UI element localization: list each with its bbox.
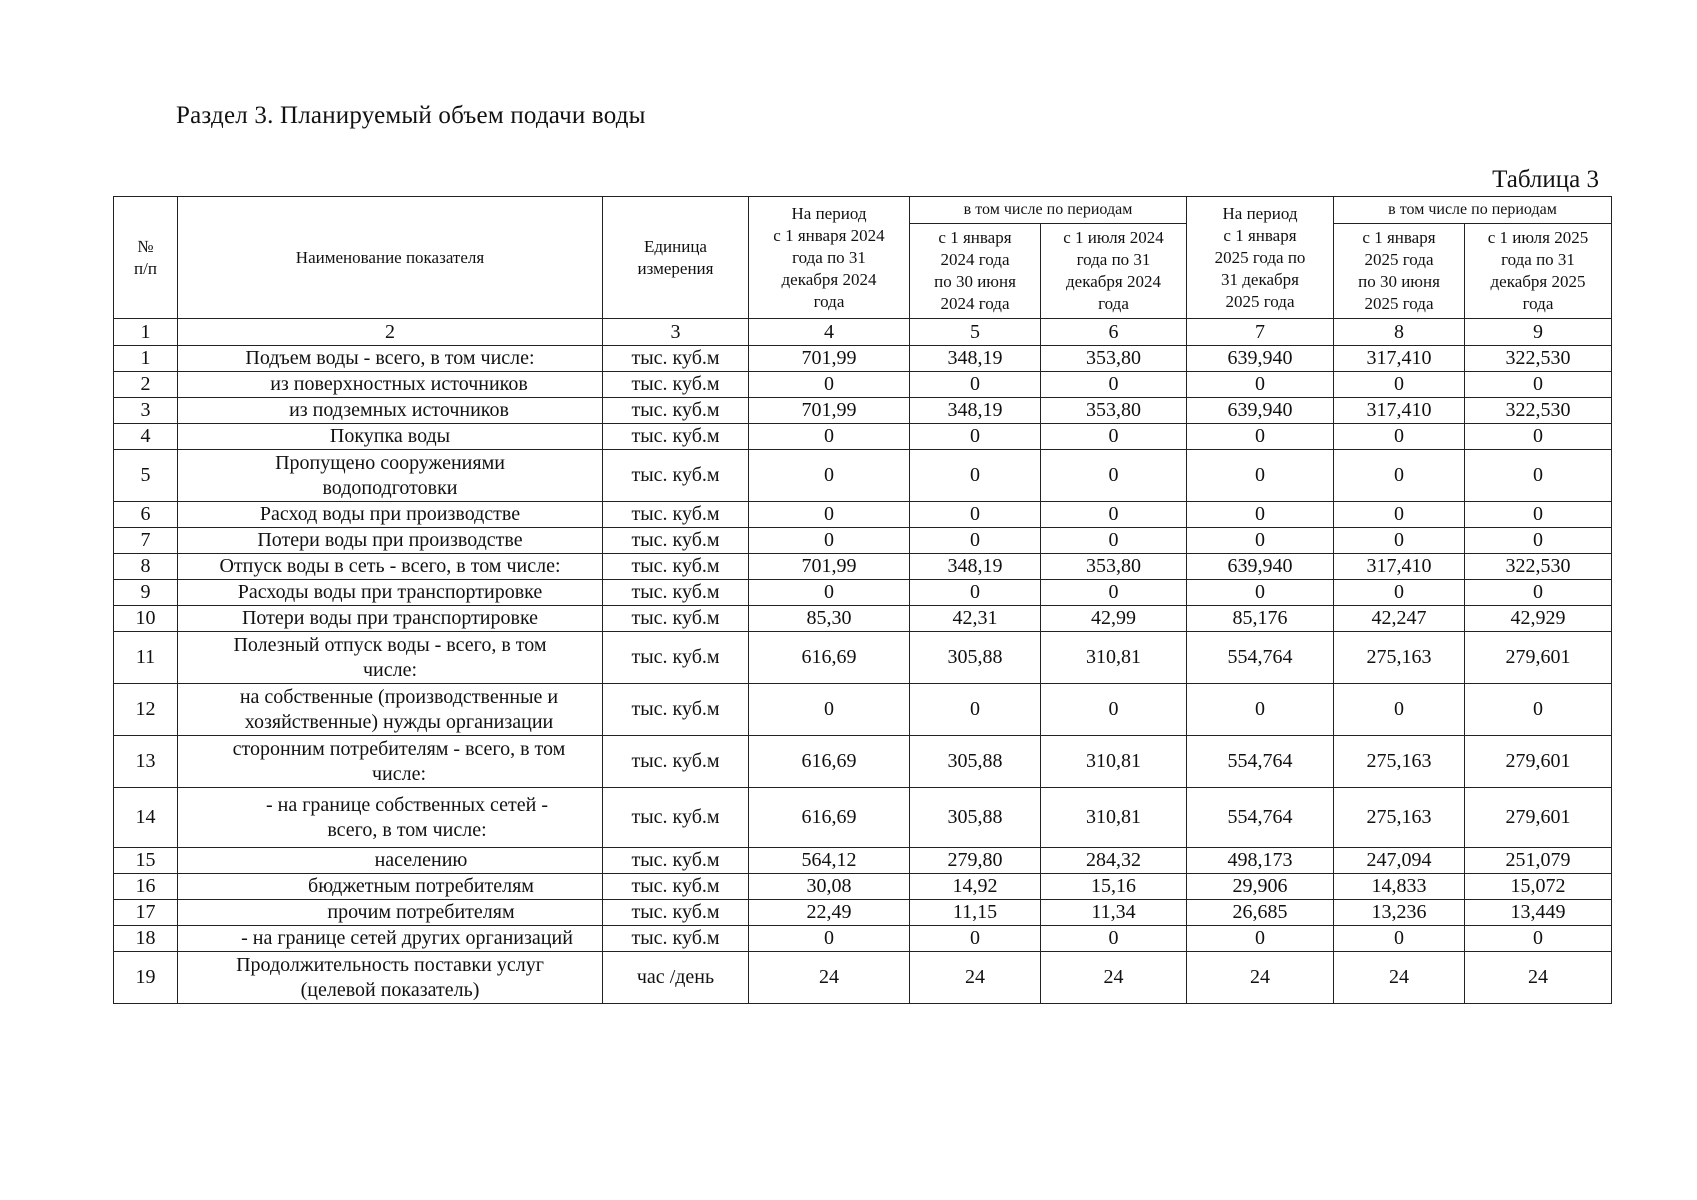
row-unit: тыс. куб.м xyxy=(603,848,749,874)
row-unit: тыс. куб.м xyxy=(603,580,749,606)
row-number: 4 xyxy=(114,424,178,450)
row-number: 5 xyxy=(114,450,178,502)
row-value: 639,940 xyxy=(1187,346,1334,372)
table-row xyxy=(114,952,1612,1004)
table-row xyxy=(114,926,1612,952)
row-number: 18 xyxy=(114,926,178,952)
row-unit: тыс. куб.м xyxy=(603,736,749,788)
row-number: 16 xyxy=(114,874,178,900)
row-value: 279,601 xyxy=(1465,736,1612,788)
row-value: 322,530 xyxy=(1465,554,1612,580)
row-value: 24 xyxy=(1187,952,1334,1004)
row-value: 0 xyxy=(749,684,910,736)
row-indicator-name: - на границе сетей других организаций xyxy=(178,926,603,952)
row-value: 11,34 xyxy=(1041,900,1187,926)
row-unit: тыс. куб.м xyxy=(603,606,749,632)
row-number: 9 xyxy=(114,580,178,606)
row-value: 317,410 xyxy=(1334,346,1465,372)
row-value: 42,929 xyxy=(1465,606,1612,632)
row-value: 317,410 xyxy=(1334,554,1465,580)
header-h2-2024: с 1 июля 2024 года по 31 декабря 2024 года xyxy=(1041,224,1187,319)
row-value: 26,685 xyxy=(1187,900,1334,926)
table-row xyxy=(114,528,1612,554)
row-value: 0 xyxy=(749,926,910,952)
row-value: 0 xyxy=(1041,528,1187,554)
row-value: 22,49 xyxy=(749,900,910,926)
header-subperiods-2025: в том числе по периодам xyxy=(1334,197,1612,224)
row-indicator-name: прочим потребителям xyxy=(178,900,603,926)
row-value: 0 xyxy=(1334,450,1465,502)
row-value: 0 xyxy=(1334,372,1465,398)
row-value: 15,16 xyxy=(1041,874,1187,900)
row-value: 0 xyxy=(1187,926,1334,952)
row-value: 616,69 xyxy=(749,788,910,848)
row-value: 564,12 xyxy=(749,848,910,874)
header-h2-2025: с 1 июля 2025 года по 31 декабря 2025 года xyxy=(1465,224,1612,319)
row-unit: тыс. куб.м xyxy=(603,788,749,848)
row-number: 6 xyxy=(114,502,178,528)
row-value: 13,236 xyxy=(1334,900,1465,926)
row-value: 42,99 xyxy=(1041,606,1187,632)
row-value: 279,601 xyxy=(1465,632,1612,684)
row-unit: тыс. куб.м xyxy=(603,372,749,398)
row-value: 15,072 xyxy=(1465,874,1612,900)
row-value: 701,99 xyxy=(749,398,910,424)
table-body xyxy=(114,346,1612,1004)
row-unit: тыс. куб.м xyxy=(603,424,749,450)
row-value: 322,530 xyxy=(1465,346,1612,372)
row-value: 0 xyxy=(910,684,1041,736)
row-number: 11 xyxy=(114,632,178,684)
column-number: 1 xyxy=(114,319,178,346)
table-caption: Таблица 3 xyxy=(1492,166,1599,193)
row-indicator-name: Покупка воды xyxy=(178,424,603,450)
table-row xyxy=(114,632,1612,684)
column-number: 8 xyxy=(1334,319,1465,346)
row-value: 0 xyxy=(1187,424,1334,450)
column-number: 9 xyxy=(1465,319,1612,346)
row-value: 0 xyxy=(1465,528,1612,554)
column-number: 4 xyxy=(749,319,910,346)
row-value: 317,410 xyxy=(1334,398,1465,424)
row-value: 13,449 xyxy=(1465,900,1612,926)
row-unit: тыс. куб.м xyxy=(603,632,749,684)
row-value: 322,530 xyxy=(1465,398,1612,424)
row-value: 0 xyxy=(1041,580,1187,606)
row-unit: тыс. куб.м xyxy=(603,346,749,372)
row-value: 0 xyxy=(1465,580,1612,606)
row-value: 554,764 xyxy=(1187,632,1334,684)
table-row xyxy=(114,398,1612,424)
row-value: 0 xyxy=(910,926,1041,952)
row-value: 305,88 xyxy=(910,788,1041,848)
row-value: 348,19 xyxy=(910,398,1041,424)
row-value: 42,31 xyxy=(910,606,1041,632)
row-indicator-name: Продолжительность поставки услуг (целевой показатель) xyxy=(178,952,603,1004)
row-value: 639,940 xyxy=(1187,554,1334,580)
table-row xyxy=(114,346,1612,372)
water-supply-table xyxy=(113,196,1612,1004)
row-value: 0 xyxy=(1187,528,1334,554)
row-indicator-name: населению xyxy=(178,848,603,874)
row-value: 0 xyxy=(1334,580,1465,606)
row-value: 85,176 xyxy=(1187,606,1334,632)
row-number: 10 xyxy=(114,606,178,632)
row-unit: час /день xyxy=(603,952,749,1004)
row-value: 0 xyxy=(910,424,1041,450)
table-row xyxy=(114,684,1612,736)
row-value: 24 xyxy=(1465,952,1612,1004)
row-value: 353,80 xyxy=(1041,346,1187,372)
row-value: 0 xyxy=(1465,502,1612,528)
row-value: 29,906 xyxy=(1187,874,1334,900)
row-value: 279,601 xyxy=(1465,788,1612,848)
row-value: 251,079 xyxy=(1465,848,1612,874)
row-value: 0 xyxy=(1041,424,1187,450)
row-value: 30,08 xyxy=(749,874,910,900)
table-row xyxy=(114,848,1612,874)
row-unit: тыс. куб.м xyxy=(603,502,749,528)
row-value: 0 xyxy=(749,580,910,606)
row-value: 305,88 xyxy=(910,632,1041,684)
row-value: 0 xyxy=(910,502,1041,528)
row-value: 0 xyxy=(1187,372,1334,398)
row-value: 0 xyxy=(910,372,1041,398)
header-h1-2025: с 1 января 2025 года по 30 июня 2025 года xyxy=(1334,224,1465,319)
row-value: 14,92 xyxy=(910,874,1041,900)
table-row xyxy=(114,606,1612,632)
row-value: 0 xyxy=(1187,580,1334,606)
row-unit: тыс. куб.м xyxy=(603,554,749,580)
header-subperiods-2024: в том числе по периодам xyxy=(910,197,1187,224)
header-unit: Единица измерения xyxy=(603,197,749,319)
row-value: 701,99 xyxy=(749,346,910,372)
row-number: 13 xyxy=(114,736,178,788)
row-value: 353,80 xyxy=(1041,554,1187,580)
section-title: Раздел 3. Планируемый объем подачи воды xyxy=(176,102,646,129)
row-value: 0 xyxy=(1041,450,1187,502)
row-value: 348,19 xyxy=(910,554,1041,580)
row-value: 0 xyxy=(1187,684,1334,736)
row-value: 0 xyxy=(1334,424,1465,450)
row-value: 42,247 xyxy=(1334,606,1465,632)
row-value: 0 xyxy=(1334,502,1465,528)
column-number: 3 xyxy=(603,319,749,346)
row-value: 0 xyxy=(1041,926,1187,952)
row-indicator-name: на собственные (производственные и хозяйственные) нужды организации xyxy=(178,684,603,736)
table-row xyxy=(114,874,1612,900)
row-value: 284,32 xyxy=(1041,848,1187,874)
table-row xyxy=(114,900,1612,926)
row-indicator-name: бюджетным потребителям xyxy=(178,874,603,900)
row-number: 8 xyxy=(114,554,178,580)
row-unit: тыс. куб.м xyxy=(603,398,749,424)
row-value: 0 xyxy=(1041,502,1187,528)
header-name: Наименование показателя xyxy=(178,197,603,319)
row-number: 7 xyxy=(114,528,178,554)
row-value: 310,81 xyxy=(1041,736,1187,788)
row-indicator-name: Полезный отпуск воды - всего, в том числе: xyxy=(178,632,603,684)
row-value: 0 xyxy=(1334,684,1465,736)
row-number: 19 xyxy=(114,952,178,1004)
row-value: 0 xyxy=(1187,450,1334,502)
row-number: 2 xyxy=(114,372,178,398)
row-value: 639,940 xyxy=(1187,398,1334,424)
row-indicator-name: Пропущено сооружениями водоподготовки xyxy=(178,450,603,502)
row-value: 616,69 xyxy=(749,632,910,684)
row-number: 3 xyxy=(114,398,178,424)
column-number: 7 xyxy=(1187,319,1334,346)
column-number-row xyxy=(114,319,1612,346)
row-unit: тыс. куб.м xyxy=(603,684,749,736)
row-unit: тыс. куб.м xyxy=(603,874,749,900)
row-value: 24 xyxy=(749,952,910,1004)
row-value: 0 xyxy=(1465,926,1612,952)
row-value: 279,80 xyxy=(910,848,1041,874)
row-value: 24 xyxy=(1041,952,1187,1004)
row-number: 14 xyxy=(114,788,178,848)
row-indicator-name: из подземных источников xyxy=(178,398,603,424)
table-row xyxy=(114,580,1612,606)
row-indicator-name: Расходы воды при транспортировке xyxy=(178,580,603,606)
row-value: 275,163 xyxy=(1334,736,1465,788)
row-number: 17 xyxy=(114,900,178,926)
row-value: 305,88 xyxy=(910,736,1041,788)
row-unit: тыс. куб.м xyxy=(603,528,749,554)
row-value: 0 xyxy=(1187,502,1334,528)
header-num: № п/п xyxy=(114,197,178,319)
row-value: 0 xyxy=(1465,684,1612,736)
row-value: 247,094 xyxy=(1334,848,1465,874)
row-number: 12 xyxy=(114,684,178,736)
row-value: 0 xyxy=(749,502,910,528)
column-number: 5 xyxy=(910,319,1041,346)
table-row xyxy=(114,736,1612,788)
row-value: 0 xyxy=(749,372,910,398)
table-row xyxy=(114,502,1612,528)
row-value: 0 xyxy=(1334,528,1465,554)
row-value: 0 xyxy=(910,528,1041,554)
row-value: 0 xyxy=(1334,926,1465,952)
row-value: 0 xyxy=(749,450,910,502)
row-value: 24 xyxy=(1334,952,1465,1004)
row-unit: тыс. куб.м xyxy=(603,450,749,502)
row-indicator-name: Расход воды при производстве xyxy=(178,502,603,528)
table-row xyxy=(114,788,1612,848)
row-indicator-name: Потери воды при транспортировке xyxy=(178,606,603,632)
column-number: 6 xyxy=(1041,319,1187,346)
row-value: 0 xyxy=(1465,450,1612,502)
row-value: 348,19 xyxy=(910,346,1041,372)
row-unit: тыс. куб.м xyxy=(603,900,749,926)
row-indicator-name: Отпуск воды в сеть - всего, в том числе: xyxy=(178,554,603,580)
header-period-2024: На период с 1 января 2024 года по 31 декабря 2024 года xyxy=(749,197,910,319)
table-row xyxy=(114,424,1612,450)
row-indicator-name: - на границе собственных сетей - всего, в том числе: xyxy=(178,788,603,848)
header-period-2025: На период с 1 января 2025 года по 31 декабря 2025 года xyxy=(1187,197,1334,319)
table-row xyxy=(114,372,1612,398)
row-indicator-name: Потери воды при производстве xyxy=(178,528,603,554)
row-value: 24 xyxy=(910,952,1041,1004)
row-value: 616,69 xyxy=(749,736,910,788)
row-value: 310,81 xyxy=(1041,788,1187,848)
row-value: 554,764 xyxy=(1187,736,1334,788)
header-h1-2024: с 1 января 2024 года по 30 июня 2024 года xyxy=(910,224,1041,319)
row-indicator-name: Подъем воды - всего, в том числе: xyxy=(178,346,603,372)
row-value: 0 xyxy=(1041,684,1187,736)
row-value: 275,163 xyxy=(1334,632,1465,684)
row-indicator-name: сторонним потребителям - всего, в том числе: xyxy=(178,736,603,788)
row-value: 498,173 xyxy=(1187,848,1334,874)
row-value: 0 xyxy=(910,450,1041,502)
row-value: 11,15 xyxy=(910,900,1041,926)
row-value: 0 xyxy=(749,528,910,554)
row-value: 353,80 xyxy=(1041,398,1187,424)
table-row xyxy=(114,554,1612,580)
row-unit: тыс. куб.м xyxy=(603,926,749,952)
row-value: 0 xyxy=(1465,372,1612,398)
row-number: 15 xyxy=(114,848,178,874)
row-value: 554,764 xyxy=(1187,788,1334,848)
row-indicator-name: из поверхностных источников xyxy=(178,372,603,398)
row-value: 0 xyxy=(1465,424,1612,450)
row-value: 0 xyxy=(1041,372,1187,398)
row-value: 14,833 xyxy=(1334,874,1465,900)
row-value: 0 xyxy=(910,580,1041,606)
table-row xyxy=(114,450,1612,502)
row-value: 85,30 xyxy=(749,606,910,632)
row-value: 701,99 xyxy=(749,554,910,580)
row-value: 0 xyxy=(749,424,910,450)
row-value: 310,81 xyxy=(1041,632,1187,684)
column-number: 2 xyxy=(178,319,603,346)
row-number: 1 xyxy=(114,346,178,372)
row-value: 275,163 xyxy=(1334,788,1465,848)
